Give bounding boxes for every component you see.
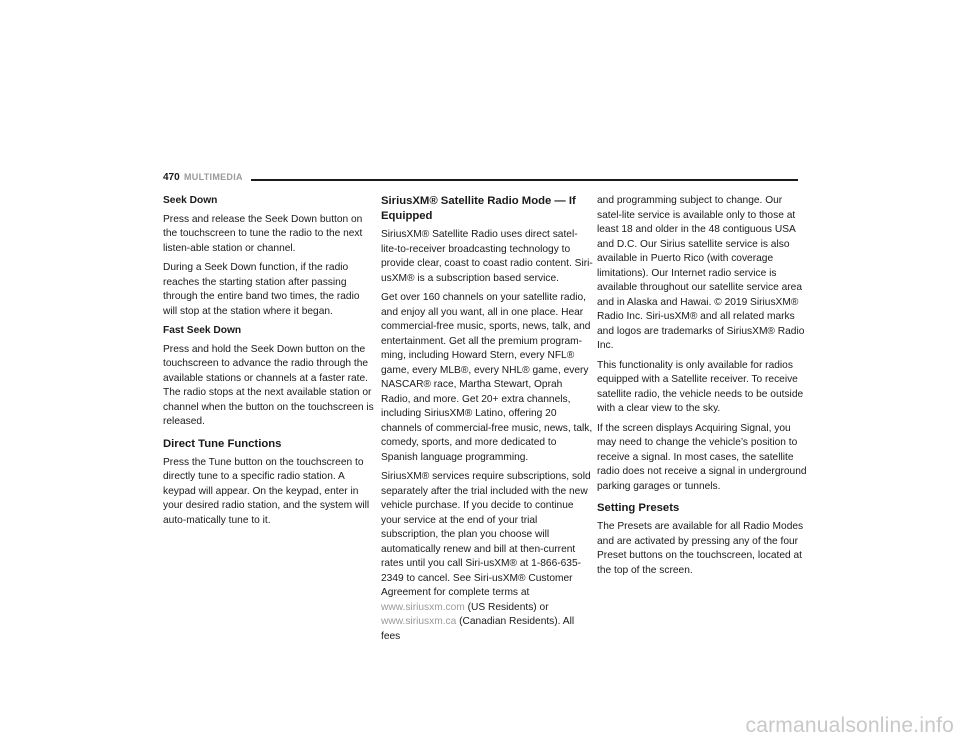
header-rule <box>251 179 798 181</box>
heading-fast-seek-down: Fast Seek Down <box>163 325 242 336</box>
paragraph-text: (Canadian Residents). All fees <box>381 616 575 642</box>
paragraph: Press and hold the Seek Down button on the touchscreen to advance the radio through the available stations or channels at a faster rate. The radio stops at the next available station or channel when the button on the touchscreen is released. <box>163 343 374 427</box>
paragraph: If the screen displays Acquiring Signal, you may need to change the vehicle’s position to receive a signal. In most cases, the satellite radio does not receive a signal in underground parking garages or tunnels. <box>597 422 807 492</box>
column-right <box>597 194 809 583</box>
watermark: carmanualsonline.info <box>745 714 954 737</box>
column-left <box>163 194 375 533</box>
section-title: MULTIMEDIA <box>184 172 243 182</box>
paragraph-text: (US Residents) or <box>467 601 549 613</box>
paragraph: During a Seek Down function, if the radio reaches the starting station after passing through the entire band two times, the radio will stop at the station where it began. <box>163 262 360 317</box>
heading-siriusxm: SiriusXM® Satellite Radio Mode — If Equipped <box>381 195 576 222</box>
heading-setting-presets: Setting Presets <box>597 502 680 514</box>
paragraph: The Presets are available for all Radio Modes and are activated by pressing any of the four Preset buttons on the touchscreen, located at the top of the screen. <box>597 521 804 576</box>
heading-seek-down: Seek Down <box>163 195 218 206</box>
page-header <box>163 172 798 186</box>
paragraph: SiriusXM® Satellite Radio uses direct satel-lite-to-receiver broadcasting technology to provide clear, coast to coast radio content. Siri-usXM® is a subscription based service. <box>381 229 593 284</box>
paragraph: Get over 160 channels on your satellite radio, and enjoy all you want, all in one place. Hear commercial-free music, sports, news, talk, and entertainment. Get all the premium program-ming, including Howard Stern, every NFL® game, every MLB®, every NHL® game, every NASCAR® race, Martha Stewart, Oprah Radio, and more. Get 20+ extra channels, including SiriusXM® Latino, offering 20 channels of commercial-free music, news, talk, comedy, sports, and more dedicated to Spanish language programming. <box>381 292 593 463</box>
link-siriusxm-us[interactable]: www.siriusxm.com <box>381 601 465 613</box>
paragraph: and programming subject to change. Our satel-lite service is available only to those at least 18 and older in the 48 contiguous USA and D.C. Our Sirius satellite service is also available in Puerto Rico (with coverage limitations). Our Internet radio service is available throughout our satellite service area and in Alaska and Hawai. © 2019 SiriusXM® Radio Inc. Siri-usXM® and all related marks and logos are trademarks of SiriusXM® Radio Inc. <box>597 195 805 351</box>
paragraph-text: SiriusXM® services require subscriptions, sold separately after the trial included with the new vehicle purchase. If you decide to continue your service at the end of your trial subscription, the plan you choose will automatically renew and bill at then-current rates until you call Siri-usXM® at 1-866-635-2349 to cancel. See Siri-usXM® Customer Agreement for complete terms at <box>381 471 591 598</box>
page-number: 470 <box>163 172 180 183</box>
paragraph: This functionality is only available for radios equipped with a Satellite receiver. To receive satellite radio, the vehicle needs to be outside with a clear view to the sky. <box>597 359 804 414</box>
paragraph: Press the Tune button on the touchscreen to directly tune to a specific radio station. A keypad will appear. On the keypad, enter in your desired radio station, and the system will auto-matically tune to it. <box>163 456 370 526</box>
column-middle <box>381 194 593 649</box>
heading-direct-tune: Direct Tune Functions <box>163 437 282 450</box>
paragraph: Press and release the Seek Down button on the touchscreen to tune the radio to the next listen-able station or channel. <box>163 213 363 254</box>
paragraph <box>381 470 593 644</box>
link-siriusxm-ca[interactable]: www.siriusxm.ca <box>381 616 457 627</box>
